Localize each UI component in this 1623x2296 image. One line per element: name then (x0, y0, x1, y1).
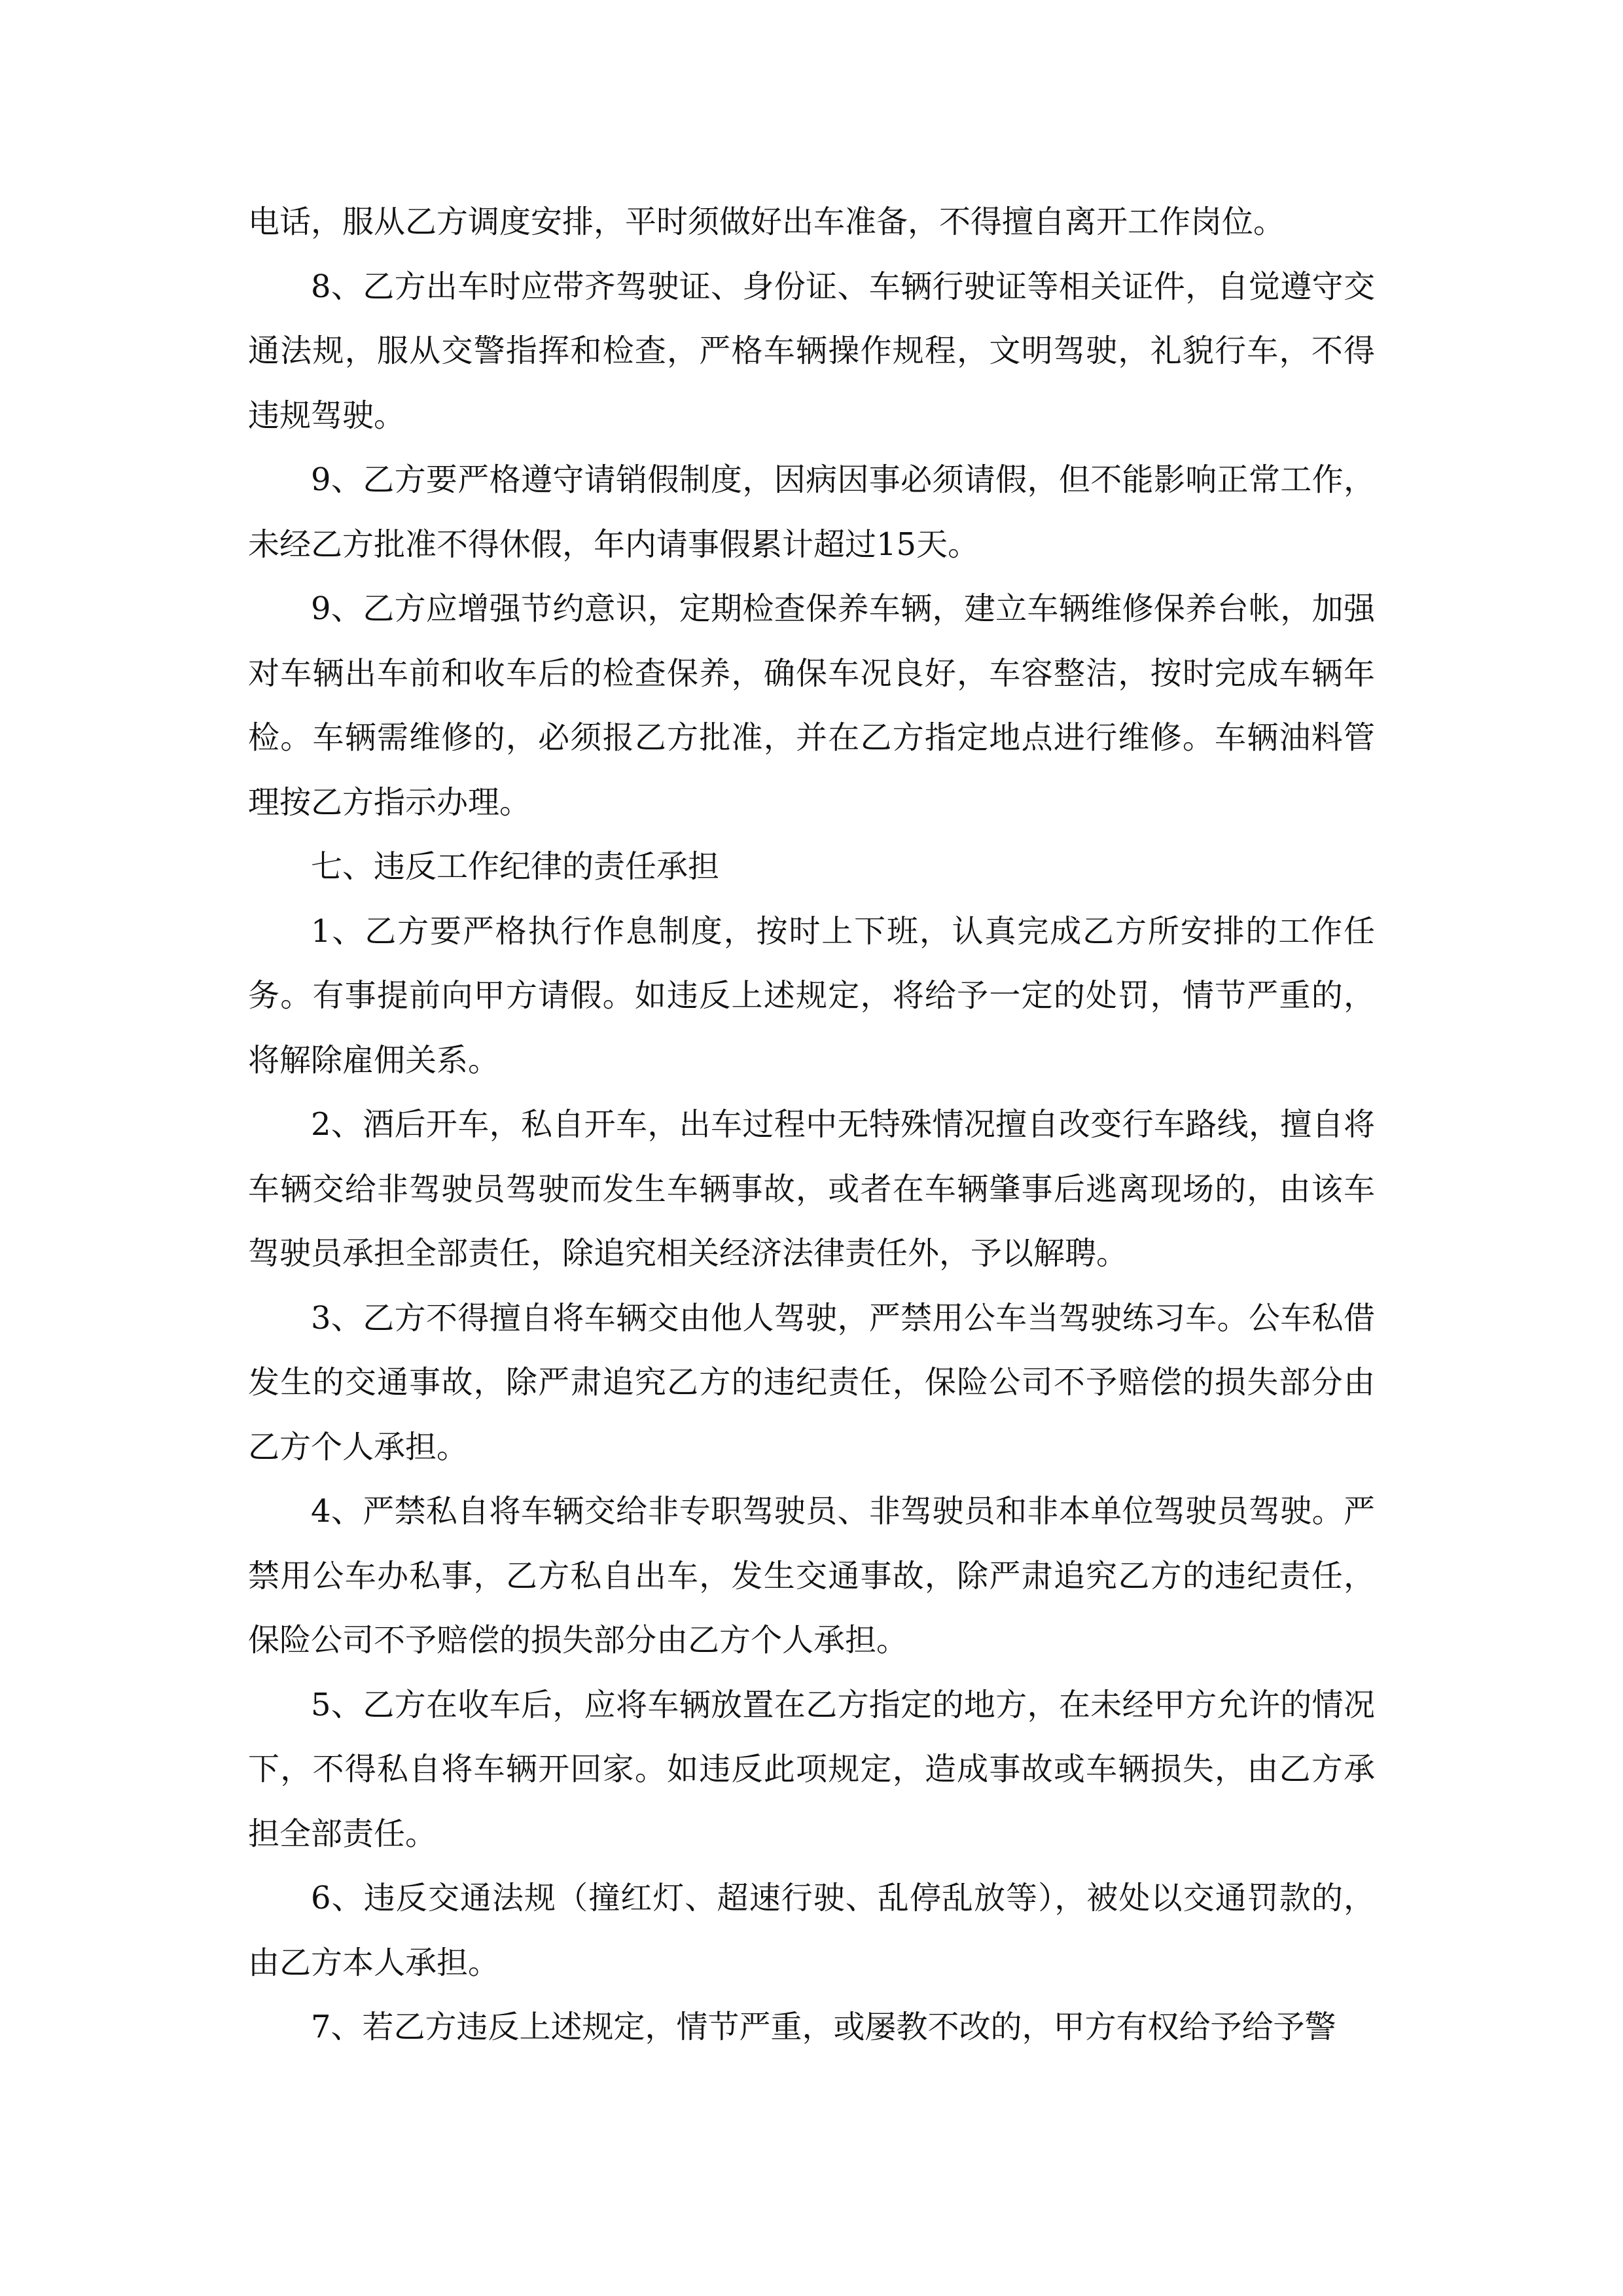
paragraph-clause-9-leave: 9、乙方要严格遵守请销假制度，因病因事必须请假，但不能影响正常工作，未经乙方批准不得休假，年内请事假累计超过15天。 (248, 461, 1375, 563)
paragraph-discipline-4: 4、严禁私自将车辆交给非专职驾驶员、非驾驶员和非本单位驾驶员驾驶。严禁用公车办私事，乙方私自出车，发生交通事故，除严肃追究乙方的违纪责任，保险公司不予赔偿的损失部分由乙方个人承担。 (248, 1493, 1375, 1659)
paragraph-discipline-6: 6、违反交通法规（撞红灯、超速行驶、乱停乱放等），被处以交通罚款的，由乙方本人承担。 (248, 1880, 1375, 1981)
paragraph-continuation: 电话，服从乙方调度安排，平时须做好出车准备，不得擅自离开工作岗位。 (248, 204, 1285, 240)
section-heading-7: 七、违反工作纪律的责任承担 (311, 848, 720, 885)
paragraph-clause-9-maintenance: 9、乙方应增强节约意识，定期检查保养车辆，建立车辆维修保养台帐，加强对车辆出车前和收车后的检查保养，确保车况良好，车容整洁，按时完成车辆年检。车辆需维修的，必须报乙方批准，并在乙方指定地点进行维修。车辆油料管理按乙方指示办理。 (248, 590, 1375, 821)
paragraph-discipline-7: 7、若乙方违反上述规定，情节严重，或屡教不改的，甲方有权给予给予警 (311, 2009, 1336, 2045)
paragraph-discipline-5: 5、乙方在收车后，应将车辆放置在乙方指定的地方，在未经甲方允许的情况下，不得私自将车辆开回家。如违反此项规定，造成事故或车辆损失，由乙方承担全部责任。 (248, 1686, 1375, 1852)
paragraph-discipline-2: 2、酒后开车，私自开车，出车过程中无特殊情况擅自改变行车路线，擅自将车辆交给非驾驶员驾驶而发生车辆事故，或者在车辆肇事后逃离现场的，由该车驾驶员承担全部责任，除追究相关经济法律责任外，予以解聘。 (248, 1106, 1375, 1272)
paragraph-discipline-3: 3、乙方不得擅自将车辆交由他人驾驶，严禁用公车当驾驶练习车。公车私借发生的交通事故，除严肃追究乙方的违纪责任，保险公司不予赔偿的损失部分由乙方个人承担。 (248, 1299, 1375, 1465)
paragraph-clause-8: 8、乙方出车时应带齐驾驶证、身份证、车辆行驶证等相关证件，自觉遵守交通法规，服从交警指挥和检查，严格车辆操作规程，文明驾驶，礼貌行车，不得违规驾驶。 (248, 268, 1375, 434)
document-body (248, 190, 1375, 2060)
paragraph-discipline-1: 1、乙方要严格执行作息制度，按时上下班，认真完成乙方所安排的工作任务。有事提前向甲方请假。如违反上述规定，将给予一定的处罚，情节严重的，将解除雇佣关系。 (248, 912, 1375, 1079)
